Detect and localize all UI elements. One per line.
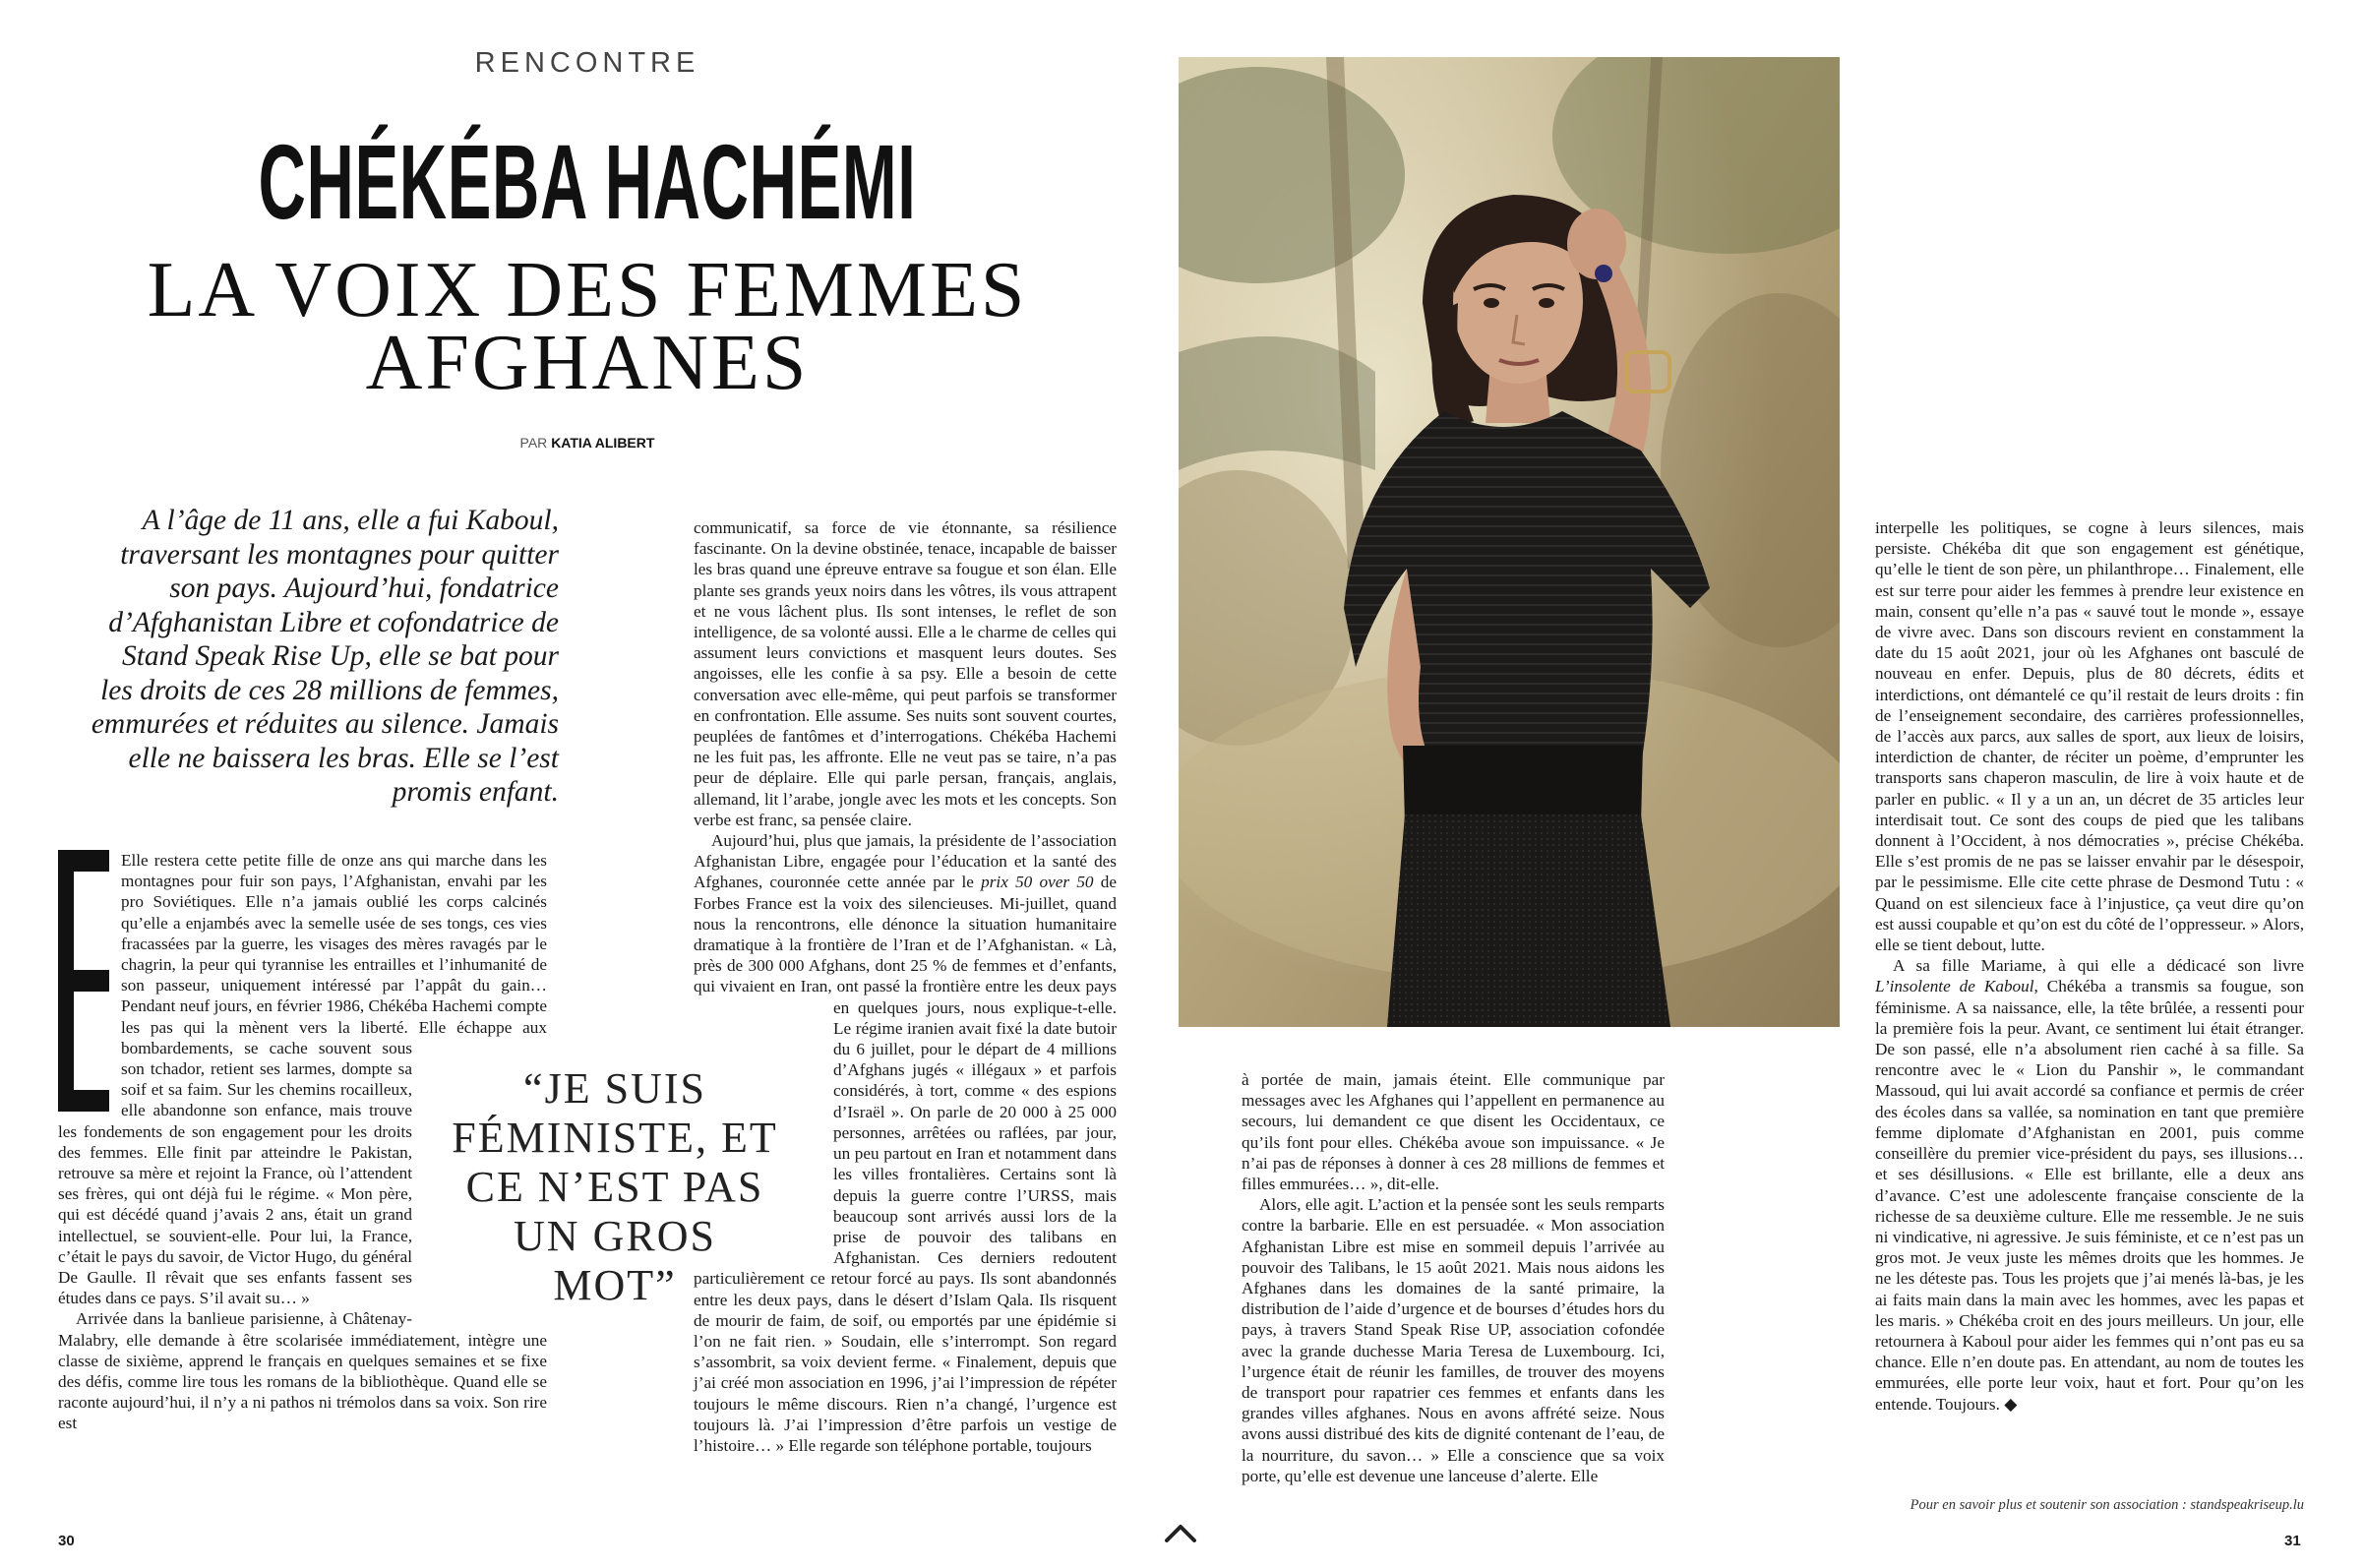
end-mark-icon: ◆ — [2004, 1394, 2018, 1414]
column-2-paragraph-2: Aujourd’hui, plus que jamais, la présidente de l’association Afghanistan Libre, engagée pour l’éducation et la santé des Afghanes, couronnée cette année par le prix 50 over 50 de Forbes France est la voix des silencieuses. Mi-juillet, quand nous la rencontrons, elle dénonce la situation humanitaire dramatique à la frontière de l’Iran et de l’Afghanistan. « Là, près de 300 000 Afghans, dont 25 % de femmes et d’enfants, qui vivaient en Iran, ont passé la frontière entre les deux pays en quelques jours, nous explique-t-elle. Le régime iranien avait fixé la date butoir du 6 juillet, pour le départ de 4 millions d’Afghans jugés « illégaux » et parfois considérés, à tort, comme « des espions d’Israël ». On parle de 20 000 à 25 000 personnes, arrêtées ou raflées, par jour, un peu partout en Iran et notamment dans les villes frontalières. Certains sont là depuis la guerre contre l’URSS, mais beaucoup sont arrivés aussi lors de la prise de pouvoir des talibans en Afghanistan. Ces derniers redoutent particulièrement ce retour forcé au pays. Ils sont abandonnés entre les deux pays, dans le désert d’Islam Qala. Ils risquent de mourir de faim, de soif, ou emportés par une épidémie si l’on ne fait rien. » Soudain, elle s’interrompt. Son regard s’assombrit, sa voix devient ferme. « Finalement, depuis que j’ai créé mon association en 1996, j’ai l’impression de répéter toujours le même discours. Rien n’a changé, l’urgence est toujours là. J’ai l’impression d’être parfois un vestige de l’histoire… » Elle regarde son téléphone portable, toujours — [694, 831, 1117, 1455]
footnote: Pour en savoir plus et soutenir son association : standspeakriseup.lu — [1910, 1497, 2304, 1513]
column-4-paragraph-2: A sa fille Mariame, à qui elle a dédicacé son livre L’insolente de Kaboul, Chékéba a transmis sa fougue, son féminisme. A sa naissance, elle, la tête brûlée, a ressenti pour la première fois la peur. Avant, ce sentiment lui était étranger. De son passé, elle n’a absolument rien caché à sa fille. Sa rencontre avec le « Lion du Panshir », le commandant Massoud, qui lui avait accordé sa confiance et permis de créer des écoles dans sa vallée, sa nomination en tant que première femme diplomate d’Afghanistan en 2001, puis comme conseillère du premier vice-président du pays, ses illusions… et ses désillusions. « Elle est brillante, elle a deux ans d’avance. C’est une adolescente française consciente de la richesse de sa deuxième culture. Elle me ressemble. Je ne suis ni vindicative, ni agressive. Je suis féministe, et ce n’est pas un gros mot. Je veux juste les mêmes droits que les hommes. Je ne les déteste pas. Tous les projets que j’ai menés là-bas, je les ai faits main dans la main avec les hommes, avec les papas et les maris. » Chékéba croit en des jours meilleurs. Un jour, elle retournera à Kaboul pour aider les femmes qui n’ont pas eu sa chance. Elle n’en doute pas. En attendant, au nom de toutes les emmurées, elle porte leur voix, haut et fort. Pour qu’on les entende. Toujours. ◆ — [1875, 956, 2304, 1414]
subtitle-line-1: LA VOIX DES FEMMES — [147, 247, 1028, 333]
column-1-paragraph-1: Elle restera cette petite fille de onze ans qui marche dans les montagnes pour fuir son pays, l’Afghanistan, envahi par les pro Soviétiques. Elle n’a jamais oublié les corps calcinés qu’elle a enjambés avec la semelle usée de ses tongs, ces vies fracassées par la guerre, les visages des mères ravagés par le chagrin, la peur qui tyrannise les entrailles et l’inhumanité de son passeur, uniquement intéressé par l’appât du gain… Pendant neuf jours, en février 1986, Chékéba Hachemi compte les pas qui la mènent vers la liberté. Elle échappe aux bombardements, se cache souvent sous son tchador, retient ses larmes, dompte sa soif et sa faim. Sur les chemins rocailleux, elle abandonne son enfance, mais trouve les fondements de son engagement pour les droits des femmes. Elle finit par atteindre le Pakistan, retrouve sa mère et rejoint la France, où l’attendent ses frères, qui ont déjà fui le régime. « Mon père, qui est décédé quand j’avais 2 ans, était un grand intellectuel, se souvient-elle. Pour lui, la France, c’était le pays du savoir, de Victor Hugo, du général De Gaulle. Il rêvait que ses enfants fassent ses études dans ce pays. S’il avait su… » — [58, 851, 547, 1308]
column-4 — [1875, 517, 2304, 1495]
column-1-paragraph-2: Arrivée dans la banlieue parisienne, à Châtenay-Malabry, elle demande à être scolarisée immédiatement, intègre une classe de sixième, apprend le français en quelques semaines et se fixe des défis, comme lire tous les romans de la bibliothèque. Quand elle se raconte aujourd’hui, il n’y a ni pathos ni trémolos dans sa voix. Son rire est — [58, 1309, 547, 1433]
portrait-illustration — [1179, 57, 1840, 1027]
column-3-paragraph-2: Alors, elle agit. L’action et la pensée sont les seuls remparts contre la barbarie. Elle en est persuadée. « Mon association Afghanistan Libre est mise en sommeil depuis l’arrivée au pouvoir des Talibans, le 15 août 2021. Mais nous aidons les Afghanes dans les domaines de la santé primaire, la distribution de l’aide d’urgence et de bourses d’études hors du pays, à travers Stand Speak Rise UP, association cofondée avec la grande duchesse Maria Teresa de Luxembourg. Ici, l’urgence était de réunir les familles, de trouver des moyens de transport pour rapatrier ces femmes et enfants dans les grandes villes afghanes. Nous en avons affrété seize. Nous avons aussi distribué des kits de dignité contenant de l’eau, de la nourriture, du savon… » Elle a conscience que sa voix porte, qu’elle est devenue une lanceuse d’alerte. Elle — [1242, 1195, 1665, 1485]
portrait-photo — [1179, 57, 1840, 1027]
chevron-up-icon[interactable] — [1163, 1519, 1198, 1546]
column-3 — [1242, 1069, 1665, 1522]
intro-lede: A l’âge de 11 ans, elle a fui Kaboul, traversant les montagnes pour quitter son pays. Aujourd’hui, fondatrice d’Afghanistan Libre et cofondatrice de Stand Speak Rise Up, elle se bat pour les droits de ces 28 millions de femmes, emmurées et réduites au silence. Jamais elle ne baissera les bras. Elle se l’est promis enfant. — [91, 505, 559, 808]
byline-author: KATIA ALIBERT — [551, 435, 655, 451]
pull-quote: “JE SUIS FÉMINISTE, ET CE N’EST PAS UN GROS MOT” — [452, 1064, 778, 1309]
subtitle-line-2: AFGHANES — [365, 320, 810, 406]
column-2-paragraph-1: communicatif, sa force de vie étonnante, sa résilience fascinante. On la devine obstinée, tenace, incapable de baisser les bras quand une épreuve entrave sa fougue et son élan. Elle plante ses grands yeux noirs dans les vôtres, ils vous attrapent et ne vous lâchent plus. Ils sont intenses, le reflet de son intelligence, de sa volonté aussi. Elle a le charme de celles qui assument leurs convictions et masquent leurs doutes. Ses angoisses, elle les confie à sa psy. Elle a besoin de cette conversation avec elle-même, qui peut parfois se transformer en confrontation. Elle assume. Ses nuits sont souvent courtes, peuplées de fantômes et d’interrogations. Chékéba Hachemi ne les fuit pas, les affronte. Elle ne veut pas se taire, n’a pas peur de déplaire. Elle qui parle persan, français, anglais, allemand, lit l’arabe, jongle avec les mots et les concepts. Son verbe est franc, sa pensée claire. — [694, 518, 1117, 829]
page-number-right: 31 — [2284, 1533, 2301, 1549]
byline-prefix: PAR — [519, 435, 548, 451]
section-label: RENCONTRE — [474, 47, 700, 79]
page-number-left: 30 — [58, 1533, 75, 1549]
column-3-paragraph-1: à portée de main, jamais éteint. Elle communique par messages avec les Afghanes qui l’appellent en permanence au secours, lui demandent ce que disent les Occidentaux, ce qu’ils font pour elles. Chékéba avoue son impuissance. « Je n’ai pas de réponses à donner à ces 28 millions de femmes et filles emmurées… », dit-elle. — [1242, 1070, 1665, 1194]
byline — [0, 435, 1175, 451]
article-title-name: CHÉKÉBA HACHÉMI — [258, 122, 917, 241]
column-4-paragraph-1: interpelle les politiques, se cogne à leurs silences, mais persiste. Chékéba dit que son engagement est génétique, qu’elle le tient de son père, un philanthrope… Finalement, elle est sur terre pour aider les femmes à prendre leur existence en main, consent qu’elle n’a pas « sauvé tout le monde », essaye de vivre avec. Dans son discours revient en constamment la date du 15 août 2021, jour où les Afghanes ont basculé de nouveau en enfer. Depuis, plus de 80 décrets, édits et interdictions, ont démantelé ce qu’il restait de leurs droits : fin de l’enseignement secondaire, des carrières professionnelles, de l’accès aux parcs, aux salles de sport, aux lieux de loisirs, interdiction de chanter, de réciter un poème, d’emprunter les transports sans chaperon masculin, de lire à voix haute et de parler en public. « Il y a un an, un décret de 35 articles leur interdisait tout. Ce sont des coups de pied que les talibans donnent à l’Occident, à nos démocraties », précise Chékéba. Elle s’est promis de ne pas se laisser envahir par le désespoir, par le pessimisme. Elle cite cette phrase de Desmond Tutu : « Quand on est silencieux face à l’injustice, ça veut dire qu’on est aussi coupable et qu’on est du côté de l’oppresseur. » Alors, elle se tient debout, lutte. — [1875, 518, 2304, 955]
article-title-subtitle — [0, 247, 1175, 406]
column-2 — [694, 517, 1117, 1521]
